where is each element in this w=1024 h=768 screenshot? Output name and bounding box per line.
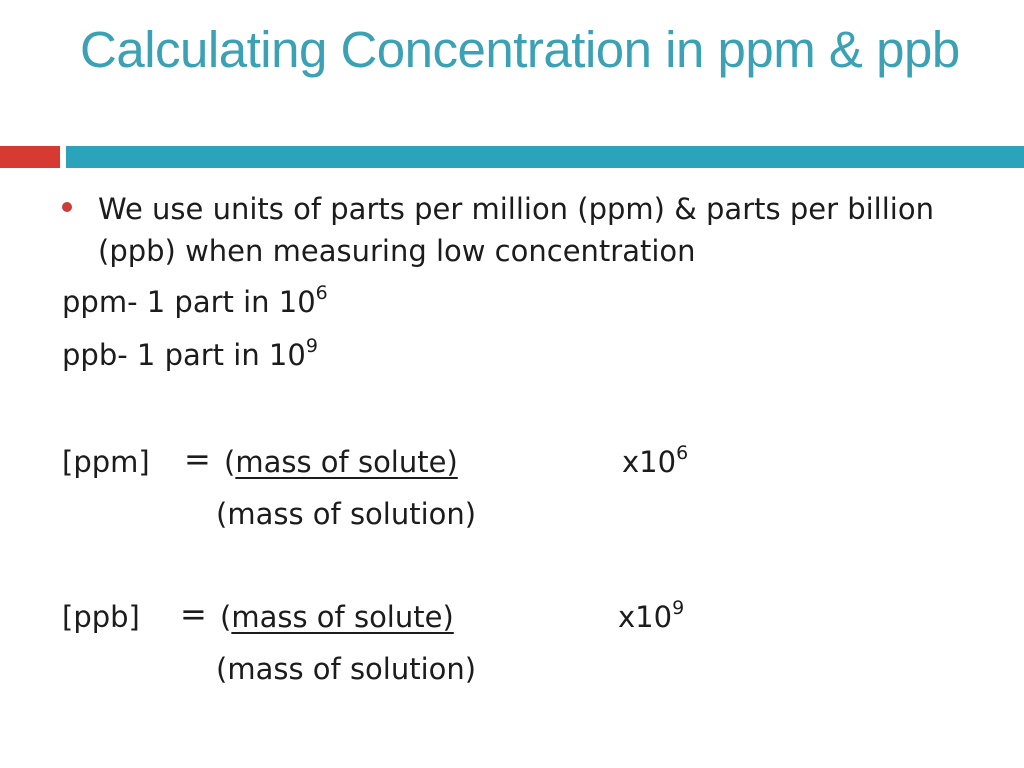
slide-title: Calculating Concentration in ppm & ppb bbox=[80, 21, 960, 78]
accent-bar-red bbox=[0, 146, 60, 168]
ppb-definition-text: ppb- 1 part in 10 bbox=[62, 338, 306, 372]
ppm-formula-factor-text: x10 bbox=[622, 445, 677, 479]
ppb-formula-factor-text: x10 bbox=[618, 600, 673, 634]
ppm-formula-lhs: [ppm] bbox=[62, 445, 150, 479]
ppm-formula-equals: = bbox=[184, 440, 211, 478]
ppm-formula-numerator bbox=[224, 444, 458, 480]
ppb-definition-exponent: 9 bbox=[305, 335, 318, 358]
ppb-formula-factor bbox=[618, 599, 684, 635]
ppm-definition-exponent: 6 bbox=[315, 282, 328, 305]
bullet-dot-icon bbox=[62, 202, 72, 212]
ppb-formula-numerator-text: mass of solute) bbox=[231, 600, 454, 634]
ppm-formula-open-paren: ( bbox=[224, 445, 236, 479]
ppm-formula-numerator-text: mass of solute) bbox=[235, 445, 458, 479]
ppb-formula-equals: = bbox=[180, 595, 207, 633]
bullet-text: We use units of parts per million (ppm) & parts per billion (ppb) when measuring low concentration bbox=[98, 192, 934, 268]
ppb-definition bbox=[62, 337, 318, 373]
ppb-formula-lhs: [ppb] bbox=[62, 600, 140, 634]
ppb-formula-denominator: (mass of solution) bbox=[216, 652, 477, 686]
ppm-formula-factor bbox=[622, 444, 688, 480]
ppb-formula-exponent: 9 bbox=[672, 597, 685, 620]
accent-bar-teal bbox=[66, 146, 1024, 168]
ppm-formula-exponent: 6 bbox=[676, 442, 689, 465]
ppb-formula-numerator bbox=[220, 599, 454, 635]
ppm-definition-text: ppm- 1 part in 10 bbox=[62, 285, 316, 319]
ppm-formula-denominator: (mass of solution) bbox=[216, 497, 477, 531]
ppm-definition bbox=[62, 284, 328, 320]
ppb-formula-open-paren: ( bbox=[220, 600, 232, 634]
